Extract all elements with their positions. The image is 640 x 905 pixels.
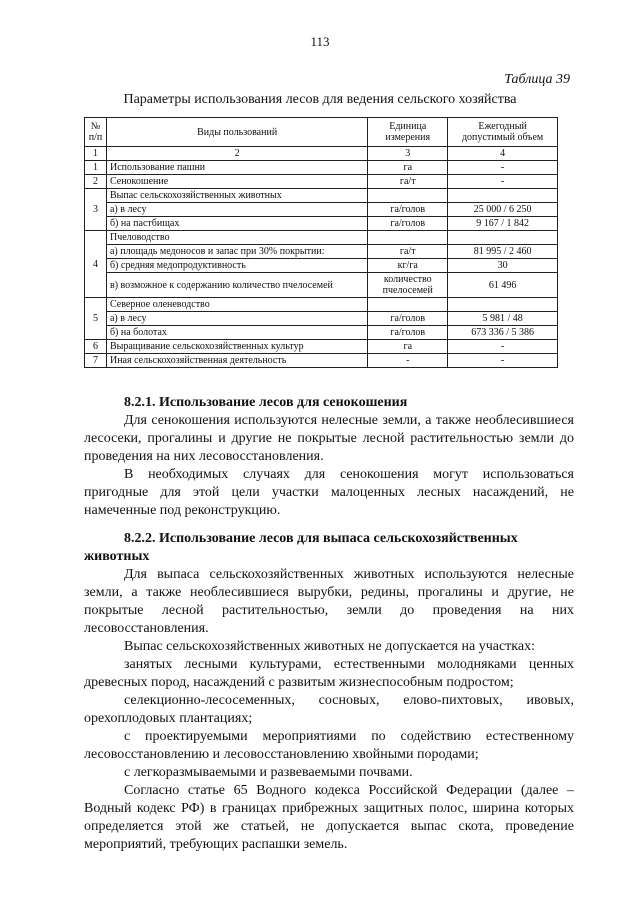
- row-volume: 30: [448, 259, 558, 273]
- row-kind: в) возможное к содержанию количество пчелосемей: [106, 273, 367, 298]
- row-volume: 61 496: [448, 273, 558, 298]
- row-volume: -: [448, 354, 558, 368]
- col-number: 1: [85, 147, 107, 161]
- table-label: Таблица 39: [504, 72, 570, 87]
- empty-cell: [368, 231, 448, 245]
- row-volume: -: [448, 175, 558, 189]
- paragraph: Согласно статье 65 Водного кодекса Российской Федерации (далее – Водный кодекс РФ) в границах прибрежных защитных полос, ширина которых определяется этой же статьей, не допускается выпас скота, проведение мероприятий, требующих распашки земель.: [84, 783, 574, 852]
- row-unit: га/голов: [368, 203, 448, 217]
- row-unit: га/т: [368, 175, 448, 189]
- header-kind: Виды пользований: [106, 118, 367, 147]
- row-kind: б) на пастбищах: [106, 217, 367, 231]
- row-num: 1: [85, 161, 107, 175]
- table-title: Параметры использования лесов для ведения сельского хозяйства: [123, 92, 517, 107]
- empty-cell: [448, 231, 558, 245]
- section-hay-mowing: [84, 394, 574, 520]
- paragraph: селекционно-лесосеменных, сосновых, елово-пихтовых, ивовых, орехоплодовых плантациях;: [84, 693, 574, 726]
- table-row: [85, 326, 558, 340]
- row-unit: -: [368, 354, 448, 368]
- row-volume: 9 167 / 1 842: [448, 217, 558, 231]
- row-num: 5: [85, 298, 107, 340]
- paragraph: с проектируемыми мероприятиями по содействию естественному лесовосстановлению и лесовосстановлению хвойными породами;: [84, 729, 574, 762]
- table-row: [85, 259, 558, 273]
- row-unit: га/голов: [368, 217, 448, 231]
- row-unit: га/голов: [368, 326, 448, 340]
- paragraph: Выпас сельскохозяйственных животных не допускается на участках:: [124, 639, 535, 654]
- section-grazing: [84, 530, 574, 854]
- row-kind: Иная сельскохозяйственная деятельность: [106, 354, 367, 368]
- row-num: 3: [85, 189, 107, 231]
- empty-cell: [368, 189, 448, 203]
- row-num: 2: [85, 175, 107, 189]
- row-kind: а) в лесу: [106, 312, 367, 326]
- row-volume: 5 981 / 48: [448, 312, 558, 326]
- col-number: 2: [106, 147, 367, 161]
- row-volume: 25 000 / 6 250: [448, 203, 558, 217]
- empty-cell: [448, 298, 558, 312]
- table-row: [85, 231, 558, 245]
- table-row: [85, 217, 558, 231]
- row-num: 6: [85, 340, 107, 354]
- table-row: [85, 175, 558, 189]
- row-kind: Выращивание сельскохозяйственных культур: [106, 340, 367, 354]
- row-kind: Сенокошение: [106, 175, 367, 189]
- paragraph: Для сенокошения используются нелесные земли, а также необлесившиеся лесосеки, прогалины и другие не покрытые лесной растительностью земли до проведения на них лесовосстановления.: [84, 413, 574, 464]
- table-row: [85, 354, 558, 368]
- paragraph: Для выпаса сельскохозяйственных животных используются нелесные земли, а также необлесившиеся вырубки, редины, прогалины и другие, не покрытые лесной растительностью, земли до проведения на них лесовосстановления.: [84, 567, 574, 636]
- header-volume: Ежегодный допустимый объем: [448, 118, 558, 147]
- row-kind: а) в лесу: [106, 203, 367, 217]
- row-kind: Использование пашни: [106, 161, 367, 175]
- row-group-header: Пчеловодство: [106, 231, 367, 245]
- col-number: 4: [448, 147, 558, 161]
- row-kind: а) площадь медоносов и запас при 30% покрытии:: [106, 245, 367, 259]
- header-num: № п/п: [85, 118, 107, 147]
- table-row: [85, 298, 558, 312]
- table-header-row: [85, 118, 558, 147]
- row-unit: га/голов: [368, 312, 448, 326]
- table-row: [85, 161, 558, 175]
- section-heading: 8.2.1. Использование лесов для сенокошения: [124, 395, 408, 410]
- table-row: [85, 203, 558, 217]
- table-row: [85, 245, 558, 259]
- row-unit: га: [368, 161, 448, 175]
- row-num: 7: [85, 354, 107, 368]
- empty-cell: [368, 298, 448, 312]
- row-unit: количество пчелосемей: [368, 273, 448, 298]
- table-row: [85, 273, 558, 298]
- row-volume: -: [448, 340, 558, 354]
- header-unit: Единица измерения: [368, 118, 448, 147]
- parameters-table: [84, 117, 558, 368]
- paragraph: занятых лесными культурами, естественными молодняками ценных древесных пород, насаждений с развитым жизнеспособным подростом;: [84, 657, 574, 690]
- row-unit: га/т: [368, 245, 448, 259]
- table-row: [85, 340, 558, 354]
- row-volume: -: [448, 161, 558, 175]
- col-number: 3: [368, 147, 448, 161]
- paragraph: В необходимых случаях для сенокошения могут использоваться пригодные для этой цели участки малоценных лесных насаждений, не намеченные под реконструкцию.: [84, 467, 574, 518]
- row-kind: б) средняя медопродуктивность: [106, 259, 367, 273]
- row-group-header: Выпас сельскохозяйственных животных: [106, 189, 367, 203]
- row-kind: б) на болотах: [106, 326, 367, 340]
- row-unit: га: [368, 340, 448, 354]
- page-number: 113: [310, 34, 330, 49]
- row-volume: 81 995 / 2 460: [448, 245, 558, 259]
- row-group-header: Северное оленеводство: [106, 298, 367, 312]
- section-heading: 8.2.2. Использование лесов для выпаса сельскохозяйственных животных: [84, 531, 518, 564]
- empty-cell: [448, 189, 558, 203]
- row-volume: 673 336 / 5 386: [448, 326, 558, 340]
- table-row: [85, 189, 558, 203]
- column-number-row: [85, 147, 558, 161]
- table-row: [85, 312, 558, 326]
- row-unit: кг/га: [368, 259, 448, 273]
- paragraph: с легкоразмываемыми и развеваемыми почвами.: [124, 765, 413, 780]
- row-num: 4: [85, 231, 107, 298]
